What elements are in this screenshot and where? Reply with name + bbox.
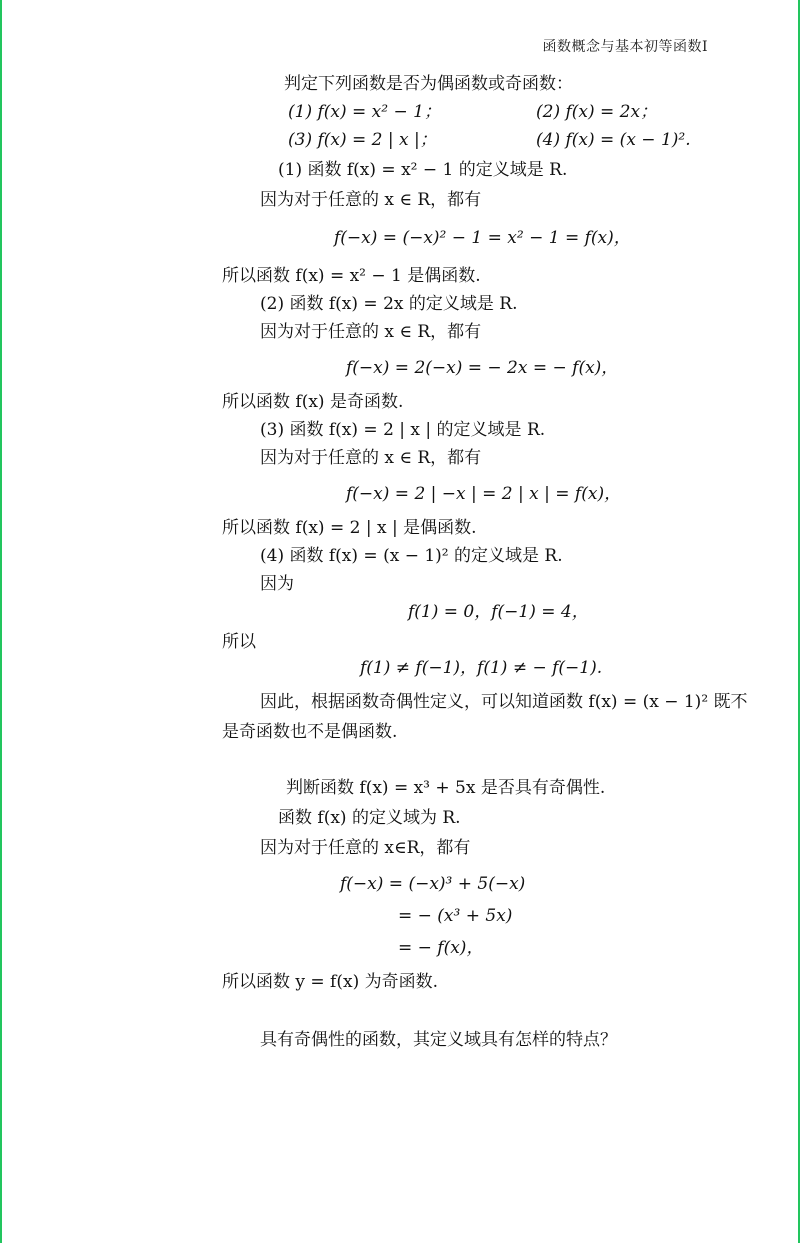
page-edge-left — [0, 0, 2, 1243]
ex2-equation-2: = − (x³ + 5x) — [398, 906, 513, 926]
ex1-s2-because: 因为对于任意的 x ∈ R，都有 — [260, 322, 482, 342]
ex1-item-4: (4) f(x) = (x − 1)². — [536, 130, 691, 150]
ex1-final-line-1: 因此，根据函数奇偶性定义，可以知道函数 f(x) = (x − 1)² 既不 — [260, 692, 748, 712]
ex2-conclusion: 所以函数 y = f(x) 为奇函数. — [222, 972, 439, 992]
ex1-s3-conclusion: 所以函数 f(x) = 2 | x | 是偶函数. — [222, 518, 477, 538]
ex1-s3-domain: (3) 函数 f(x) = 2 | x | 的定义域是 R. — [260, 420, 546, 440]
ex2-problem: 判断函数 f(x) = x³ + 5x 是否具有奇偶性. — [286, 778, 606, 798]
ex1-s1-because: 因为对于任意的 x ∈ R，都有 — [260, 190, 482, 210]
ex1-item-1: (1) f(x) = x² − 1； — [288, 102, 441, 122]
thinking-question: 具有奇偶性的函数，其定义域具有怎样的特点？ — [260, 1030, 617, 1050]
ex1-item-3: (3) f(x) = 2 | x |； — [288, 130, 437, 150]
ex1-final-line-2: 是奇函数也不是偶函数. — [222, 722, 398, 742]
ex1-s4-so: 所以 — [222, 632, 256, 652]
ex1-s1-equation: f(−x) = (−x)² − 1 = x² − 1 = f(x)， — [334, 228, 631, 248]
ex1-s1-conclusion: 所以函数 f(x) = x² − 1 是偶函数. — [222, 266, 481, 286]
ex2-equation-3: = − f(x)， — [398, 938, 484, 958]
ex1-s4-equation-1: f(1) = 0，f(−1) = 4， — [408, 602, 589, 622]
ex1-s2-conclusion: 所以函数 f(x) 是奇函数. — [222, 392, 404, 412]
ex2-domain: 函数 f(x) 的定义域为 R. — [278, 808, 461, 828]
ex1-problem: 判定下列函数是否为偶函数或奇函数： — [284, 74, 573, 94]
ex1-s4-because: 因为 — [260, 574, 294, 594]
ex1-s2-equation: f(−x) = 2(−x) = − 2x = − f(x)， — [346, 358, 619, 378]
ex1-s3-because: 因为对于任意的 x ∈ R，都有 — [260, 448, 482, 468]
ex2-because: 因为对于任意的 x∈R，都有 — [260, 838, 471, 858]
ex1-s2-domain: (2) 函数 f(x) = 2x 的定义域是 R. — [260, 294, 518, 314]
ex2-equation-1: f(−x) = (−x)³ + 5(−x) — [340, 874, 526, 894]
ex1-item-2: (2) f(x) = 2x； — [536, 102, 658, 122]
running-header: 函数概念与基本初等函数Ⅰ — [542, 39, 708, 55]
ex1-s4-equation-2: f(1) ≠ f(−1)，f(1) ≠ − f(−1). — [360, 658, 603, 678]
ex1-s4-domain: (4) 函数 f(x) = (x − 1)² 的定义域是 R. — [260, 546, 563, 566]
ex1-s3-equation: f(−x) = 2 | −x | = 2 | x | = f(x)， — [346, 484, 622, 504]
ex1-s1-domain: (1) 函数 f(x) = x² − 1 的定义域是 R. — [278, 160, 568, 180]
